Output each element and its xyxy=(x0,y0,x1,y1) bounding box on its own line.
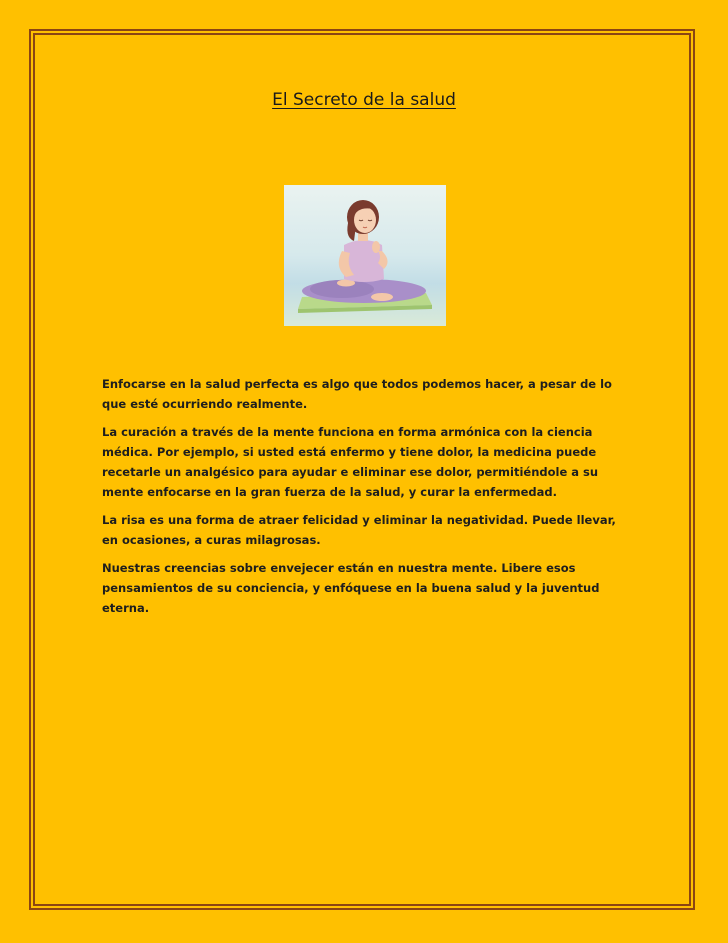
document-title xyxy=(0,90,728,110)
paragraph: Enfocarse en la salud perfecta es algo que todos podemos hacer, a pesar de lo que esté ocurriendo realmente. xyxy=(102,377,612,411)
paragraph: La curación a través de la mente funciona en forma armónica con la ciencia médica. Por ejemplo, si usted está enfermo y tiene dolor, la medicina puede recetarle un analgésico para ayudar e eliminar ese dolor, permitiéndole a su mente enfocarse en la gran fuerza de la salud, y curar la enfermedad. xyxy=(102,425,599,499)
paragraph: Nuestras creencias sobre envejecer están en nuestra mente. Libere esos pensamientos de su conciencia, y enfóquese en la buena salud y la juventud eterna. xyxy=(102,561,600,615)
document-body xyxy=(102,374,632,626)
paragraph: La risa es una forma de atraer felicidad y eliminar la negatividad. Puede llevar, en ocasiones, a curas milagrosas. xyxy=(102,513,616,547)
document-title-text: El Secreto de la salud xyxy=(272,90,456,110)
meditating-woman-icon xyxy=(284,185,446,326)
